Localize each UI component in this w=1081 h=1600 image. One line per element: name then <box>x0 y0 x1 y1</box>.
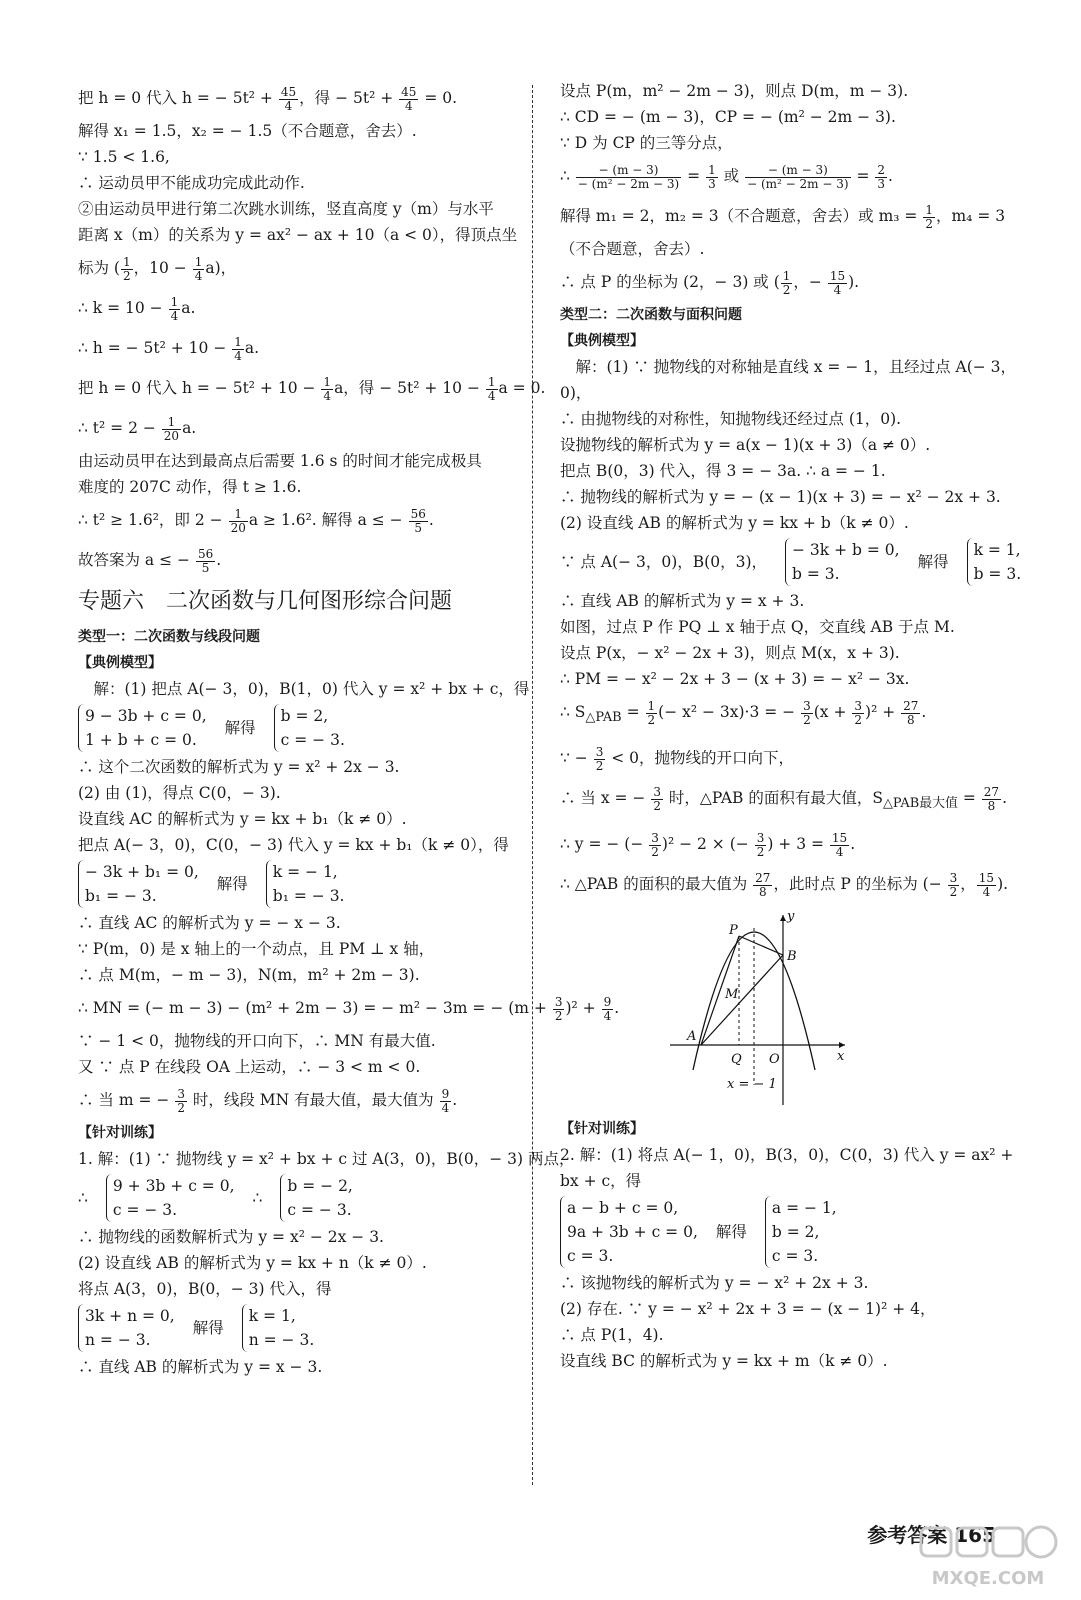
text-line: ∴ 抛物线的函数解析式为 y = x² − 2x − 3. <box>78 1228 384 1246</box>
equation-system-row: 3k + n = 0, n = − 3. 解得 k = 1, n = − 3. <box>78 1302 526 1354</box>
text-line: 设抛物线的解析式为 y = a(x − 1)(x + 3)（a ≠ 0）. <box>560 436 931 454</box>
equation-system-row: ∵ 点 A(− 3，0)，B(0，3)， − 3k + b = 0, b = 3. 解得 k = 1, b = 3. <box>560 536 1005 588</box>
text-line: 把点 A(− 3，0)，C(0，− 3) 代入 y = kx + b₁（k ≠ 0），得 <box>78 836 509 854</box>
figure <box>560 910 1005 1110</box>
text-line: （不合题意，舍去）. <box>560 240 705 258</box>
equation-system-row: a − b + c = 0, 9a + 3b + c = 0, c = 3. 解得 a = − 1, b = 2, c = 3. <box>560 1194 1005 1270</box>
text-line: 将点 A(3，0)，B(0，− 3) 代入，得 <box>78 1280 332 1298</box>
text-line: ∴ 直线 AB 的解析式为 y = x − 3. <box>78 1358 323 1376</box>
text-line: 解得 m₁ = 2，m₂ = 3（不合题意，舍去）或 m₃ = $\frac{1}{2}$ ，m₄ = 3 <box>560 202 1006 231</box>
text-line: 解：(1) 把点 A(− 3，0)，B(1，0) 代入 y = x² + bx + c，得 <box>78 680 530 698</box>
line-pb <box>739 936 783 955</box>
label-p: P <box>729 923 738 939</box>
text-line: bx + c，得 <box>560 1172 642 1191</box>
text-line: ∴ y = − (− $\frac{3}{2}$ )² − 2 × (− $\frac{3}{2}$ ) + 3 = $\frac{15}{4}$ . <box>560 830 856 859</box>
equation-system: k = 1, n = − 3. <box>242 1304 315 1352</box>
right-column <box>560 78 1022 1374</box>
text-line: ∵ D 为 CP 的三等分点， <box>560 134 733 152</box>
text-line: 设点 P(m，m² − 2m − 3)，则点 D(m，m − 3). <box>560 82 909 100</box>
text-line: 如图，过点 P 作 PQ ⊥ x 轴于点 Q，交直线 AB 于点 M. <box>560 618 955 636</box>
subsection-heading: 【典例模型】 <box>78 655 162 671</box>
text-line: 解得 x₁ = 1.5，x₂ = − 1.5（不合题意，舍去）. <box>78 122 417 140</box>
equation-system-row: − 3k + b₁ = 0, b₁ = − 3. 解得 k = − 1, b₁ = − 3. <box>78 858 526 910</box>
line-ab <box>701 955 783 1045</box>
text-line: ∴ 点 M(m，− m − 3)，N(m，m² + 2m − 3). <box>78 966 420 984</box>
text-line: ②由运动员甲进行第二次跳水训练，竖直高度 y（m）与水平 <box>78 200 494 218</box>
text-line: ∵ − 1 < 0，抛物线的开口向下，∴ MN 有最大值. <box>78 1032 436 1050</box>
subsection-heading: 【典例模型】 <box>560 333 644 349</box>
watermark-logo <box>913 1522 1063 1592</box>
text-line: 难度的 207C 动作，得 t ≥ 1.6. <box>78 478 302 496</box>
label-a: A <box>687 1029 697 1045</box>
section-heading: 专题六 二次函数与几何图形综合问题 <box>78 589 453 614</box>
equation-system: a = − 1, b = 2, c = 3. <box>765 1196 837 1268</box>
text-line: (2) 由 (1)，得点 C(0，− 3). <box>78 784 281 802</box>
label-x: x <box>837 1049 845 1065</box>
text-line: ∴ 点 P(1，4). <box>560 1326 664 1345</box>
text-line: 设直线 BC 的解析式为 y = kx + m（k ≠ 0）. <box>560 1352 888 1371</box>
text-line: ∴ 这个二次函数的解析式为 y = x² + 2x − 3. <box>78 758 400 776</box>
equation-system: b = − 2, c = − 3. <box>280 1174 352 1222</box>
subsection-heading: 【针对训练】 <box>78 1125 162 1141</box>
equation-system-row: ∴ 9 + 3b + c = 0, c = − 3. ∴ b = − 2, c = − 3. <box>78 1172 526 1224</box>
text-line: 把 h = 0 代入 h = − 5t² + 10 − $\frac{1}{4}$ a，得 − 5t² + 10 − $\frac{1}{4}$ a = 0. <box>78 374 546 403</box>
equation-system: 3k + n = 0, n = − 3. <box>78 1304 175 1352</box>
text-line: 解：(1) ∵ 抛物线的对称轴是直线 x = − 1，且经过点 A(− 3， <box>560 358 1017 376</box>
label-o: O <box>769 1052 780 1068</box>
text-line: 设直线 AC 的解析式为 y = kx + b₁（k ≠ 0）. <box>78 810 407 828</box>
label-axis-eq: x = − 1 <box>727 1077 777 1093</box>
text-line: (2) 设直线 AB 的解析式为 y = kx + n（k ≠ 0）. <box>78 1254 427 1272</box>
parabola-figure <box>665 910 855 1110</box>
text-line: ∴ 抛物线的解析式为 y = − (x − 1)(x + 3) = − x² − 2x + 3. <box>560 488 1001 506</box>
text-line: 标为 ( $\frac{1}{2}$ ，10 − $\frac{1}{4}$ a)， <box>78 254 237 283</box>
equation-system: − 3k + b = 0, b = 3. <box>785 538 900 586</box>
label-y: y <box>787 910 795 925</box>
svg-text:MXQE.COM: MXQE.COM <box>931 1568 1045 1589</box>
subsection-heading: 【针对训练】 <box>560 1121 644 1138</box>
text-line: 设点 P(x，− x² − 2x + 3)，则点 M(x，x + 3). <box>560 644 900 662</box>
text-line: ∵ 1.5 < 1.6, <box>78 148 170 166</box>
text-line: 2. 解：(1) 将点 A(− 1，0)，B(3，0)，C(0，3) 代入 y = ax² + <box>560 1146 1014 1165</box>
text-line: ∴ 当 x = − $\frac{3}{2}$ 时，△PAB 的面积有最大值，$S_{\triangle PAB最大值}$ = $\frac{27}{8}$ . <box>560 784 1007 813</box>
text-line: ∴ t² ≥ 1.6²，即 2 − $\frac{1}{20}$ a ≥ 1.6². 解得 a ≤ − $\frac{56}{5}$ . <box>78 506 434 535</box>
text-line: ∵ P(m，0) 是 x 轴上的一个动点，且 PM ⊥ x 轴， <box>78 940 435 958</box>
text-line: 0)， <box>560 384 592 402</box>
text-line: 又 ∵ 点 P 在线段 OA 上运动，∴ − 3 < m < 0. <box>78 1058 421 1076</box>
y-axis-arrow <box>780 915 786 921</box>
text-line: 1. 解：(1) ∵ 抛物线 y = x² + bx + c 过 A(3，0)，B(0，− 3) 两点， <box>78 1150 575 1168</box>
text-line: 把点 B(0，3) 代入，得 3 = − 3a. ∴ a = − 1. <box>560 462 886 480</box>
text-line: ∴ h = − 5t² + 10 − $\frac{1}{4}$ a. <box>78 334 260 363</box>
subsection-heading: 类型一：二次函数与线段问题 <box>78 629 260 645</box>
equation-system: a − b + c = 0, 9a + 3b + c = 0, c = 3. <box>560 1196 698 1268</box>
text-line: ∴ 直线 AB 的解析式为 y = x + 3. <box>560 592 805 610</box>
text-line: ∴ △PAB 的面积的最大值为 $\frac{27}{8}$ ，此时点 P 的坐标为 (− $\frac{3}{2}$ ， $\frac{15}{4}$ ). <box>560 870 1009 899</box>
equation-system: k = − 1, b₁ = − 3. <box>266 860 345 908</box>
text-line: ∴ 运动员甲不能成功完成此动作. <box>78 174 305 192</box>
text-line: ∴ PM = − x² − 2x + 3 − (x + 3) = − x² − 3x. <box>560 670 910 688</box>
text-line: ∵ − $\frac{3}{2}$ < 0，抛物线的开口向下， <box>560 744 795 773</box>
text-line: 故答案为 a ≤ − $\frac{56}{5}$ . <box>78 546 222 575</box>
text-line: ∴ t² = 2 − $\frac{1}{20}$ a. <box>78 414 197 443</box>
equation-system: b = 2, c = − 3. <box>274 704 345 752</box>
text-line: ∴ MN = (− m − 3) − (m² + 2m − 3) = − m² − 3m = − (m + $\frac{3}{2}$ )² + $\frac{9}{4}$ . <box>78 994 620 1023</box>
text-line: ∴ 当 m = − $\frac{3}{2}$ 时，线段 MN 有最大值，最大值为 $\frac{9}{4}$ . <box>78 1086 458 1115</box>
x-axis-arrow <box>839 1042 845 1048</box>
equation-system: − 3k + b₁ = 0, b₁ = − 3. <box>78 860 199 908</box>
label-q: Q <box>731 1052 742 1068</box>
subsection-heading: 类型二：二次函数与面积问题 <box>560 307 742 323</box>
text-line: ∴ 该抛物线的解析式为 y = − x² + 2x + 3. <box>560 1274 869 1293</box>
equation-system-row: 9 − 3b + c = 0, 1 + b + c = 0. 解得 b = 2, c = − 3. <box>78 702 526 754</box>
column-divider <box>532 85 533 1485</box>
text-line: (2) 存在. ∵ y = − x² + 2x + 3 = − (x − 1)² + 4， <box>560 1300 936 1319</box>
equation-system: 9 + 3b + c = 0, c = − 3. <box>106 1174 235 1222</box>
text-line: 把 h = 0 代入 h = − 5t² + $\frac{45}{4}$ ，得 − 5t² + $\frac{45}{4}$ = 0. <box>78 84 458 113</box>
label-b: B <box>787 949 797 965</box>
text-line: 由运动员甲在达到最高点后需要 1.6 s 的时间才能完成极具 <box>78 452 482 470</box>
equation-system: k = 1, b = 3. <box>967 538 1022 586</box>
label-m: M <box>725 987 739 1003</box>
text-line: ∴ 点 P 的坐标为 (2，− 3) 或 ( $\frac{1}{2}$ ，− $\frac{15}{4}$ ). <box>560 268 860 297</box>
text-line: ∴ $\frac{- (m - 3)}{\text{− (m² − 2m − 3)}}$ = $\frac{1}{3}$ 或 $\frac{- (m - 3)}{\text{− (m² − 2m − 3)}}$ = $\frac{2}{3}$ . <box>560 162 893 191</box>
text-line: 距离 x（m）的关系为 y = ax² − ax + 10（a < 0），得顶点坐 <box>78 226 518 244</box>
text-line: ∴ CD = − (m − 3)，CP = − (m² − 2m − 3). <box>560 108 896 126</box>
text-line: ∴ $S_{\triangle PAB}$ = $\frac{1}{2}$ (− x² − 3x)·3 = − $\frac{3}{2}$ (x + $\frac{3}{2}$ )² + $\frac{27}{8}$ . <box>560 698 927 727</box>
text-line: (2) 设直线 AB 的解析式为 y = kx + b（k ≠ 0）. <box>560 514 909 532</box>
text-line: ∴ 由抛物线的对称性，知抛物线还经过点 (1，0). <box>560 410 902 428</box>
text-line: ∴ k = 10 − $\frac{1}{4}$ a. <box>78 294 196 323</box>
page-footer: 参考答案 165 <box>867 1523 996 1547</box>
equation-system: 9 − 3b + c = 0, 1 + b + c = 0. <box>78 704 207 752</box>
text-line: ∴ 直线 AC 的解析式为 y = − x − 3. <box>78 914 341 932</box>
